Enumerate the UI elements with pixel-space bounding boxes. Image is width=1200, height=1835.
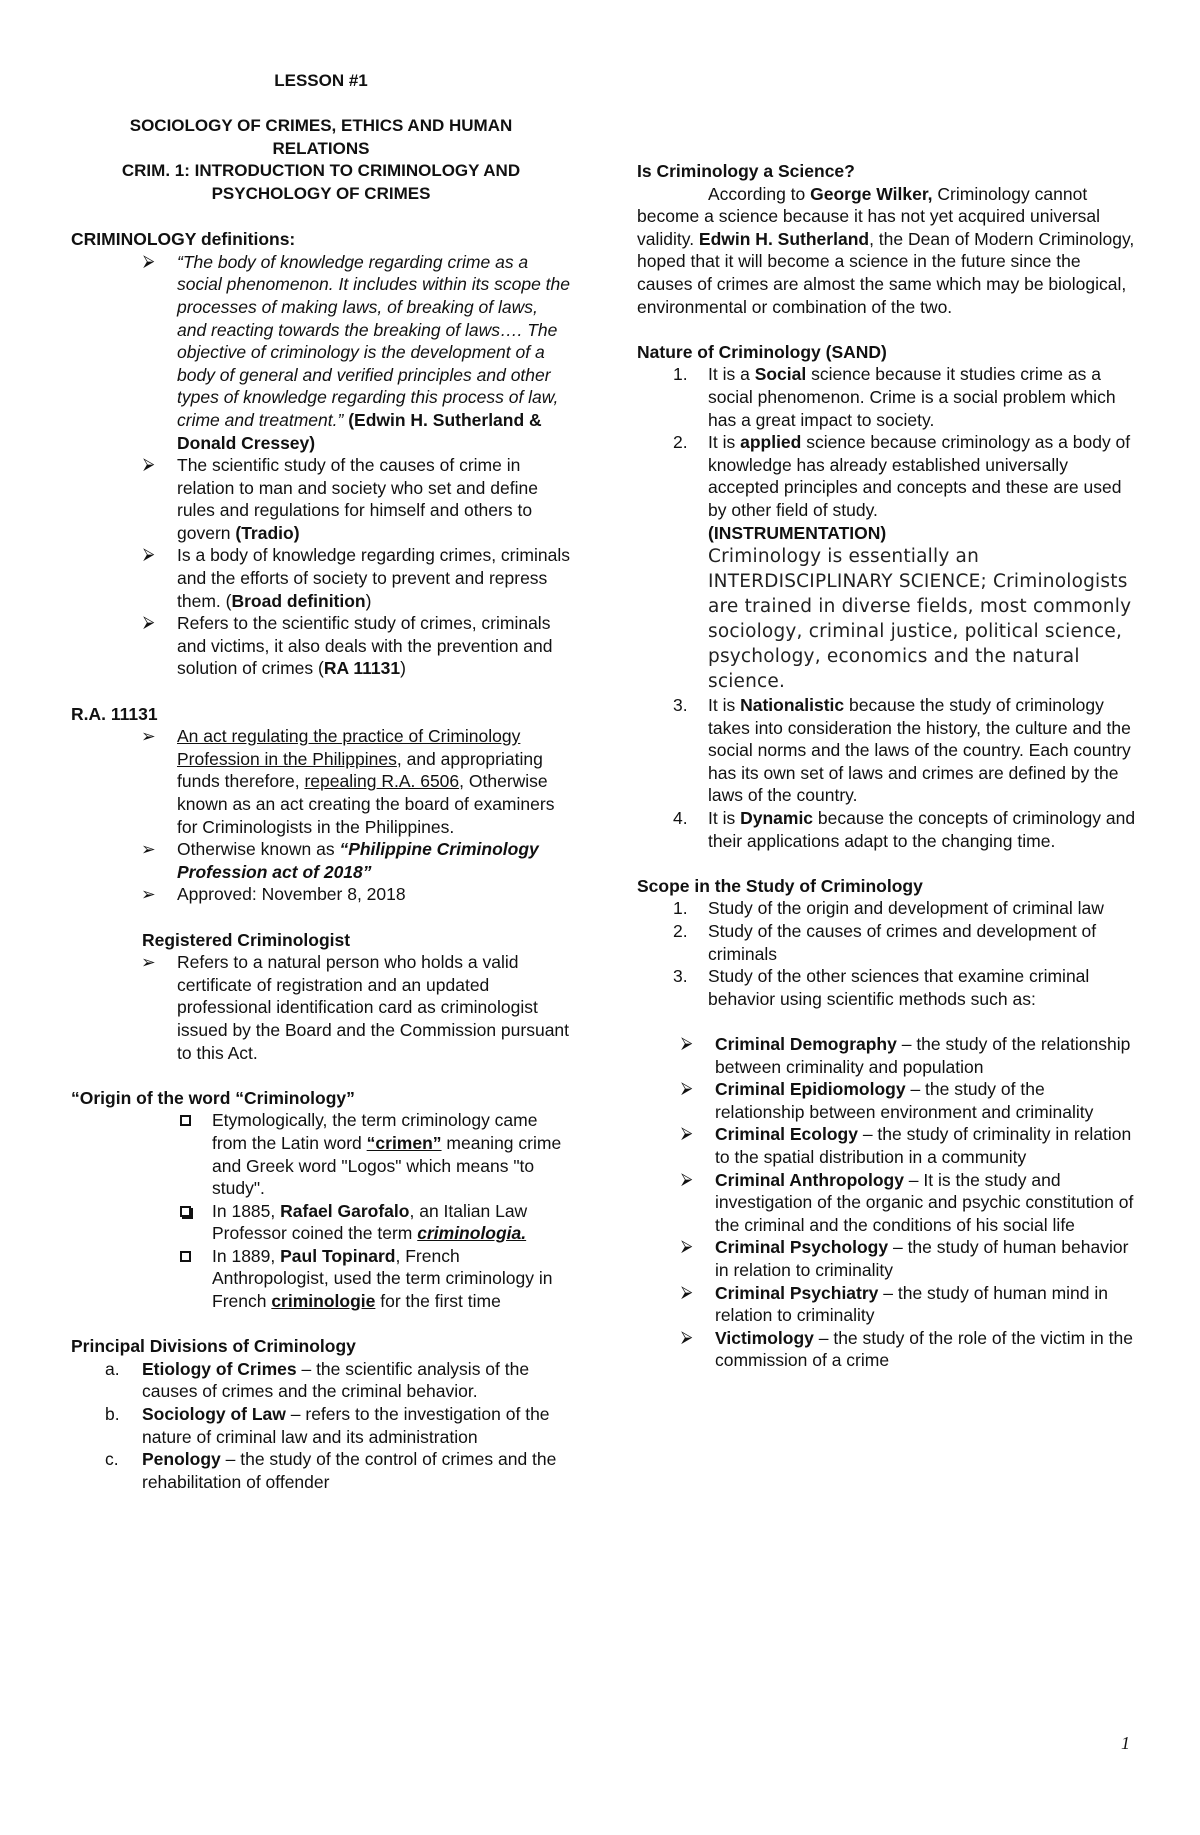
scope-item: 3. Study of the other sciences that examine criminal behavior using scientific methods such as:	[673, 966, 1090, 1009]
division-item: b. Sociology of Law – refers to the investigation of the nature of criminal law and its administration	[105, 1404, 550, 1447]
divisions-heading: Principal Divisions of Criminology	[71, 1336, 356, 1357]
crim-title: CRIM. 1: INTRODUCTION TO CRIMINOLOGY AND PSYCHOLOGY OF CRIMES	[121, 161, 521, 203]
checkbox-bullet-icon	[180, 1115, 191, 1126]
scope-field-item: ⮚ Criminal Psychology – the study of human behavior in relation to criminality	[681, 1237, 1129, 1280]
definition-item: ⮚ The scientific study of the causes of crime in relation to man and society who set and define rules and regulations for himself and others to govern (Tradio)	[143, 455, 538, 543]
nature-item: 1. It is a Social science because it studies crime as a social phenomenon. Crime is a social problem which has a great impact to society.	[673, 364, 1116, 430]
page-number: 1	[1121, 1733, 1130, 1753]
nature-item: 3. It is Nationalistic because the study of criminology takes into consideration the history, the culture and the social norms and the laws of the country. Each country has its own set of laws and crimes are defined by the laws of the country.	[673, 695, 1131, 806]
arrow-bullet-icon: ⮚	[143, 252, 155, 270]
definition-item: ⮚ Refers to the scientific study of crimes, criminals and victims, it also deals with the prevention and solution of crimes (RA 11131)	[143, 613, 553, 679]
division-item: a. Etiology of Crimes – the scientific analysis of the causes of crimes and the criminal behavior.	[105, 1358, 530, 1402]
definitions-heading: CRIMINOLOGY definitions:	[71, 229, 296, 250]
ra-item: ➢ Refers to a natural person who holds a valid certificate of registration and an updated professional identification card as criminologist issued by the Board and the Commission pursuant to this Act.	[141, 952, 570, 1063]
arrow-bullet-icon: ➢	[141, 839, 156, 860]
scope-heading: Scope in the Study of Criminology	[637, 875, 923, 896]
origin-item: Etymologically, the term criminology came from the Latin word “crimen” meaning crime and Greek word "Logos" which means "to study".	[71, 1109, 571, 1199]
definition-item: ⮚ “The body of knowledge regarding crime as a social phenomenon. It includes within its scope the processes of making laws, of breaking of laws, and reacting towards the breaking of laws…. The objective of criminology is the development of a body of general and verified principles and other types of knowledge regarding this process of law, crime and treatment.” (Edwin H. Sutherland & Donald Cressey)	[143, 251, 571, 453]
origin-item: In 1885, Rafael Garofalo, an Italian Law Professor coined the term criminologia.	[71, 1200, 571, 1245]
arrow-bullet-icon: ⮚	[681, 1035, 693, 1052]
arrow-bullet-icon: ⮚	[143, 614, 155, 632]
arrow-bullet-icon: ⮚	[681, 1170, 693, 1188]
scope-item: 1. Study of the origin and development of criminal law	[673, 898, 1104, 919]
scope-field-item: ⮚ Criminal Psychiatry – the study of human mind in relation to criminality	[681, 1282, 1108, 1326]
arrow-bullet-icon: ➢	[141, 952, 156, 973]
arrow-bullet-icon: ⮚	[143, 546, 155, 564]
science-paragraph: According to George Wilker, Criminology cannot become a science because it has not yet acquired universal validity. Edwin H. Sutherland, the Dean of Modern Criminology, hoped that it will become a science in the future since the causes of crimes are almost the same which may be biological, environmental or combination of the two.	[637, 183, 1135, 317]
checkbox-bullet-icon	[180, 1206, 191, 1217]
arrow-bullet-icon: ⮚	[143, 456, 155, 474]
ra-item: ➢ An act regulating the practice of Criminology Profession in the Philippines, and appropriating funds therefore, repealing R.A. 6506, Otherwise known as an act creating the board of examiners for Criminologists in the Philippines.	[141, 726, 555, 837]
scope-field-item: ⮚ Criminal Ecology – the study of criminality in relation to the spatial distribution in a community	[681, 1124, 1132, 1167]
scope-item: 2. Study of the causes of crimes and development of criminals	[673, 921, 1097, 964]
scope-field-item: ⮚ Criminal Demography – the study of the relationship between criminality and population	[681, 1034, 1131, 1077]
division-item: c. Penology – the study of the control of crimes and the rehabilitation of offender	[105, 1449, 557, 1492]
arrow-bullet-icon: ⮚	[681, 1125, 693, 1143]
arrow-bullet-icon: ⮚	[681, 1328, 693, 1346]
scope-field-item: ⮚ Criminal Anthropology – It is the study and investigation of the organic and psychic constitution of the criminal and the conditions of his social life	[681, 1169, 1134, 1235]
scope-field-item: ⮚ Victimology – the study of the role of the victim in the commission of a crime	[681, 1327, 1133, 1371]
arrow-bullet-icon: ➢	[141, 726, 156, 747]
checkbox-bullet-icon	[180, 1251, 191, 1262]
left-column	[71, 70, 571, 1493]
right-column	[637, 160, 1137, 1372]
lesson-title: LESSON #1	[274, 71, 368, 90]
science-heading: Is Criminology a Science?	[637, 161, 855, 181]
origin-heading: “Origin of the word “Criminology”	[71, 1087, 355, 1108]
origin-item: In 1889, Paul Topinard, French Anthropologist, used the term criminology in French criminologie for the first time	[71, 1245, 571, 1313]
nature-item: 2. It is applied science because criminology as a body of knowledge has already established universally accepted principles and concepts and these are used by other field of study. (INSTRUMENTATION) Criminology is essentially an INTERDISCIPLINARY SCIENCE; Criminologists are trained in diverse fields, most commonly sociology, criminal justice, political science, psychology, economics and the natural science.	[637, 431, 1137, 694]
scope-field-item: ⮚ Criminal Epidiomology – the study of the relationship between environment and criminality	[681, 1079, 1094, 1122]
ra-item: ➢ Otherwise known as “Philippine Criminology Profession act of 2018”	[141, 839, 539, 882]
nature-heading: Nature of Criminology (SAND)	[637, 341, 887, 362]
definition-item: ⮚ Is a body of knowledge regarding crimes, criminals and the efforts of society to prevent and repress them. (Broad definition)	[143, 545, 570, 611]
arrow-bullet-icon: ➢	[141, 884, 156, 905]
ra-heading: R.A. 11131	[71, 703, 158, 724]
interdisciplinary-note: Criminology is essentially an INTERDISCIPLINARY SCIENCE; Criminologists are trained in diverse fields, most commonly sociology, criminal justice, political science, psychology, economics and the natural science.	[708, 546, 1132, 693]
arrow-bullet-icon: ⮚	[681, 1238, 693, 1256]
nature-item: 4. It is Dynamic because the concepts of criminology and their applications adapt to the changing time.	[673, 808, 1136, 851]
arrow-bullet-icon: ⮚	[681, 1283, 693, 1301]
course-title: SOCIOLOGY OF CRIMES, ETHICS AND HUMAN RELATIONS	[129, 116, 513, 158]
arrow-bullet-icon: ⮚	[681, 1080, 693, 1098]
registered-criminologist-heading: Registered Criminologist	[142, 929, 351, 950]
ra-item: ➢ Approved: November 8, 2018	[141, 884, 406, 905]
